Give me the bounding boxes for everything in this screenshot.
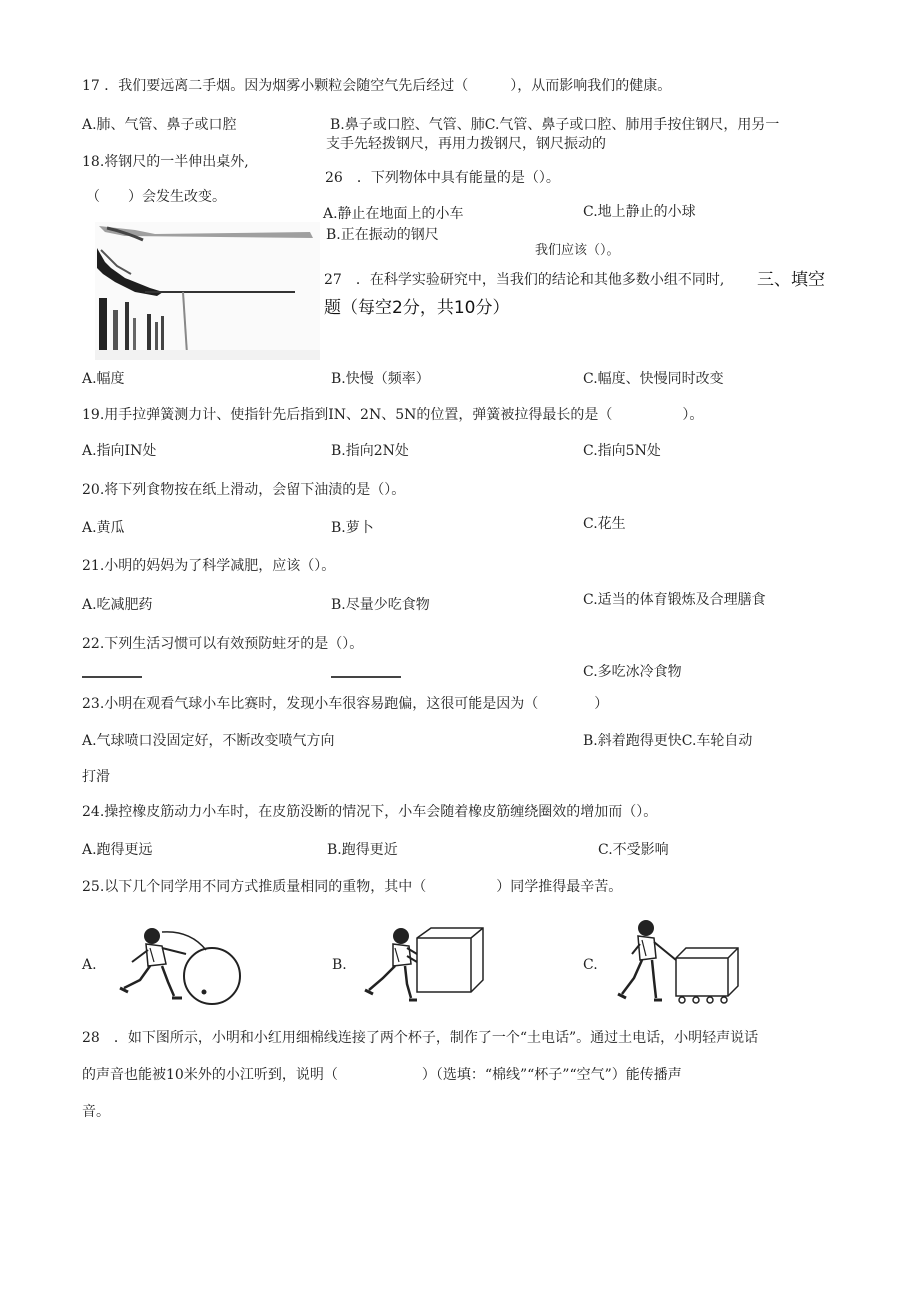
q22-option-c-clip [583, 664, 682, 678]
q24-option-b: B.跑得更近 [327, 842, 398, 858]
q28-line3: 音。 [82, 1104, 110, 1120]
q25-stem: 25.以下几个同学用不同方式推质量相同的重物，其中（ ）同学推得最辛苦。 [82, 879, 623, 895]
q19-stem: 19.用手拉弹簧测力计、使指针先后指到IN、2N、5N的位置，弹簧被拉得最长的是（ ）。 [82, 407, 704, 423]
q17-stem: 17 ．我们要远离二手烟。因为烟雾小颗粒会随空气先后经过（ ），从而影响我们的健康。 [82, 78, 672, 94]
q26-stem: 26 ．下列物体中具有能量的是（）。 [325, 170, 560, 186]
q25-option-c: C. [583, 957, 598, 973]
q24-option-a: A.跑得更远 [82, 842, 153, 858]
ruler-figure [95, 222, 320, 360]
q17-option-a: A.肺、气管、鼻子或口腔 [82, 117, 237, 133]
q28-line1: 28 ．如下图所示，小明和小红用细棉线连接了两个杯子，制作了一个“土电话”。通过土电话，小明轻声说话 [82, 1030, 759, 1046]
boy-pushing-ball-figure [110, 916, 250, 1006]
q25-option-a: A. [82, 957, 97, 973]
q20-option-a: A.黄瓜 [82, 520, 125, 536]
q19-option-c: C.指向5N处 [583, 443, 661, 459]
q21-option-a: A.吃减肥药 [82, 597, 153, 613]
q26-option-b: B.正在振动的钢尺 [326, 227, 439, 243]
q22-stem: 22.下列生活习惯可以有效预防蛀牙的是（）。 [82, 636, 364, 652]
q18-stem-continuation: 支手先轻拨钢尺，再用力拨钢尺，钢尺振动的 [326, 136, 606, 152]
q21-option-c: C.适当的体育锻炼及合理膳食 [583, 592, 766, 608]
q18-stem-line2: （ ）会发生改变。 [86, 189, 226, 205]
q28-line2: 的声音也能被10米外的小江听到，说明（ ）（选填：“棉线”“杯子”“空气”）能传播声 [82, 1067, 682, 1083]
q27-stem: 27 ．在科学实验研究中，当我们的结论和其他多数小组不同时, [324, 272, 725, 288]
q17-option-bc: B.鼻子或口腔、气管、肺C.气管、鼻子或口腔、肺用手按住钢尺，用另一 [330, 117, 780, 133]
q23-option-a: A.气球喷口没固定好，不断改变喷气方向 [82, 733, 335, 749]
q22-options-clipped [82, 672, 402, 680]
q20-stem: 20.将下列食物按在纸上滑动，会留下油渍的是（）。 [82, 482, 406, 498]
q20-option-b: B.萝卜 [331, 520, 374, 536]
q26-option-c: C.地上静止的小球 [583, 204, 696, 220]
q18-option-a: A.幅度 [82, 371, 125, 387]
q21-stem: 21.小明的妈妈为了科学减肥，应该（）。 [82, 558, 336, 574]
q23-stem: 23.小明在观看气球小车比赛时，发现小车很容易跑偏，这很可能是因为（ ） [82, 696, 609, 712]
q23-option-bc: B.斜着跑得更快C.车轮自动 [583, 733, 753, 749]
boy-pushing-box-on-rollers-figure [612, 914, 752, 1008]
q21-option-b: B.尽量少吃食物 [331, 597, 430, 613]
q19-option-a: A.指向IN处 [82, 443, 157, 459]
q18-stem-line1: 18.将钢尺的一半伸出桌外, [82, 154, 249, 170]
q26-option-a: A.静止在地面上的小车 [323, 206, 464, 222]
q18-option-c: C.幅度、快慢同时改变 [583, 371, 724, 387]
section-3-heading: 三、填空 [757, 270, 825, 290]
q22-option-c: C.多吃冰冷食物 [583, 664, 682, 678]
q19-option-b: B.指向2N处 [331, 443, 409, 459]
q18-option-b: B.快慢（频率） [331, 371, 430, 387]
q20-option-c: C.花生 [583, 516, 626, 532]
q24-option-c: C.不受影响 [598, 842, 669, 858]
q27-tail: 我们应该（）。 [535, 243, 620, 258]
q25-option-b: B. [332, 957, 347, 973]
boy-pushing-tall-box-figure [355, 918, 495, 1008]
q23-option-tail: 打滑 [82, 769, 110, 785]
section-3-heading-cont: 题（每空2分，共10分） [324, 298, 510, 318]
q24-stem: 24.操控橡皮筋动力小车时，在皮筋没断的情况下，小车会随着橡皮筋缠绕圈效的增加而（）。 [82, 804, 658, 820]
